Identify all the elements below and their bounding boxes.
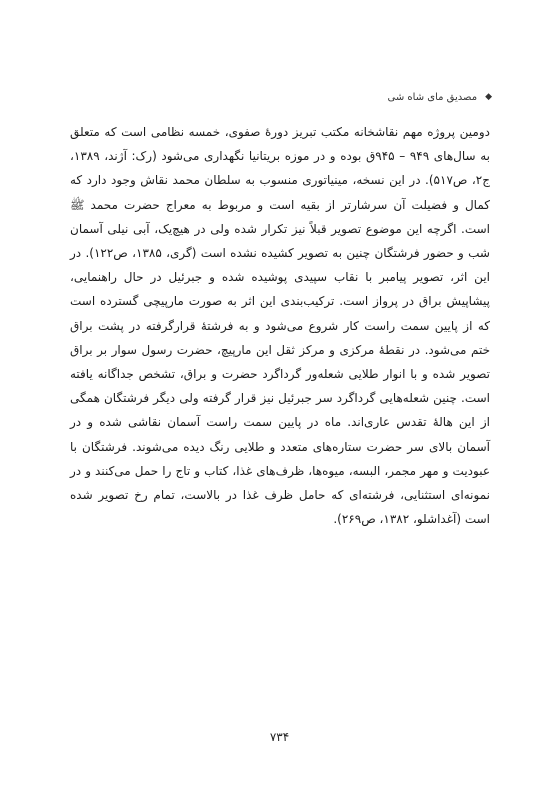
running-header	[360, 92, 492, 103]
page-number: ۷۳۴	[269, 730, 290, 744]
running-header-title: مصدیق مای شاه شی	[387, 92, 478, 103]
diamond-icon: ◆	[485, 92, 492, 102]
body-paragraph: دومین پروژه مهم نقاشخانه مکتب تبریز دورهٔ صفوی، خمسه نظامی است که متعلق به سال‌های ۹۴۹ – ۹۴۵ق بوده و در موزه بریتانیا نگهداری می‌شود (رک: آژند، ۱۳۸۹، ج۲، ص۵۱۷). در این نسخه، مینیاتوری منسوب به سلطان محمد نقاش وجود دارد که کمال و فضیلت آن سرشارتر از بقیه است و مربوط به معراج حضرت محمد ﷺ است. اگرچه این موضوع تصویر قبلاً نیز تکرار شده ولی در هیچ‌یک، آبی نیلی آسمان شب و حضور فرشتگان چنین به تصویر کشیده نشده است (گری، ۱۳۸۵، ص۱۲۲). در این اثر، تصویر پیامبر با نقاب سپیدی پوشیده شده و جبرئیل در حال راهنمایی، پیشاپیش براق در پرواز است. ترکیب‌بندی این اثر به صورت مارپیچی گسترده است که از پایین سمت راست کار شروع می‌شود و به فرشتهٔ قرارگرفته در پشت براق ختم می‌شود. در نقطهٔ مرکزی و مرکز ثقل این مارپیچ، حضرت رسول سوار بر براق تصویر شده و با انوار طلایی شعله‌ور گرداگرد حضرت و براق، تشخص جداگانه یافته است. چنین شعله‌هایی گرداگرد سر جبرئیل نیز قرار گرفته ولی دیگر فرشتگان همگی از این هالهٔ تقدس عاری‌اند. ماه در پایین سمت راست آسمان نقاشی شده و در آسمان بالای سر حضرت ستاره‌های متعدد و طلایی رنگ دیده می‌شوند. فرشتگان با عبودیت و مهر مجمر، البسه، میوه‌ها، ظرف‌های غذا، کتاب و تاج را حمل می‌کنند و در نمونه‌ای استثنایی، فرشته‌ای که حامل ظرف غذا در بالاست، تمام رخ تصویر شده است (آغداشلو، ۱۳۸۲، ص۲۶۹).	[70, 125, 490, 527]
